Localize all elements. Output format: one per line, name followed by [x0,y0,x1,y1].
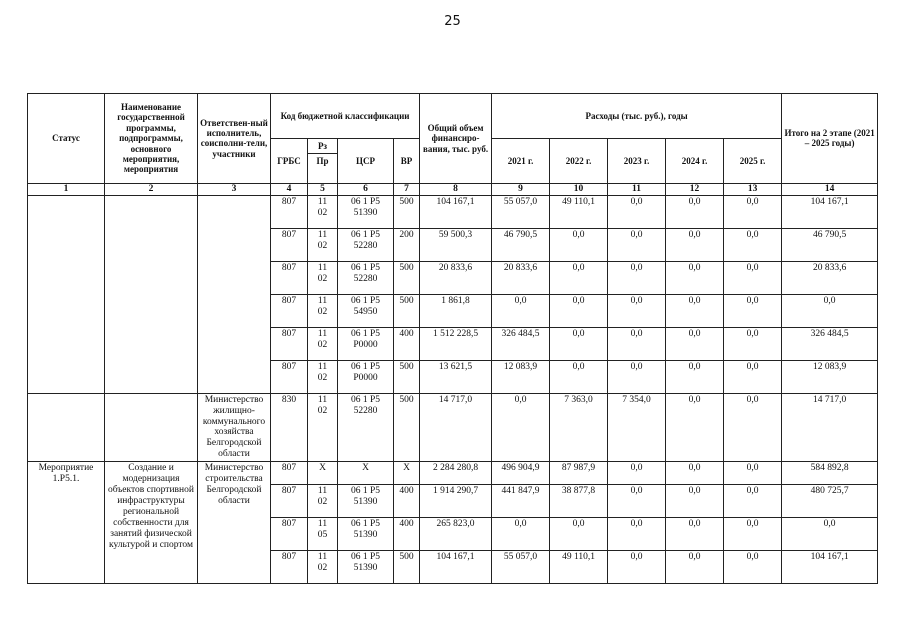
header-row-1 [28,94,878,139]
vr-cell: Х [394,462,420,485]
pr-value: 02 [317,207,328,218]
csr-value: 52280 [353,273,378,284]
y2021-cell: 441 847,9 [492,485,550,518]
vr-cell: 200 [394,228,420,261]
rz-pr-cell [308,294,338,327]
status-cell [28,195,105,393]
vr-cell: 500 [394,195,420,228]
grbs-cell: 807 [271,228,308,261]
col-num: 1 [28,183,105,195]
y2023-cell: 0,0 [608,518,666,551]
rz-value: 11 [317,196,328,207]
rz-value: 11 [317,394,328,405]
sum-cell: 326 484,5 [782,327,878,360]
pr-value: 02 [317,273,328,284]
grbs-cell: 807 [271,462,308,485]
csr-value: 06 1 Р5 [350,552,381,563]
sum-cell: 14 717,0 [782,393,878,462]
total-cell: 59 500,3 [420,228,492,261]
csr-value: 52280 [353,405,378,416]
y2022-cell: 38 877,8 [550,485,608,518]
y2023-cell: 0,0 [608,462,666,485]
csr-value: Р0000 [353,339,378,350]
rz-pr-cell [308,327,338,360]
header-expenses: Расходы (тыс. руб.), годы [492,94,782,139]
rz-pr-cell [308,360,338,393]
rz-pr-cell: Х [308,462,338,485]
y2024-cell: 0,0 [666,485,724,518]
sum-cell: 104 167,1 [782,195,878,228]
y2023-cell: 0,0 [608,195,666,228]
total-cell: 20 833,6 [420,261,492,294]
y2021-cell: 0,0 [492,393,550,462]
sum-cell: 104 167,1 [782,551,878,584]
y2023-cell: 0,0 [608,327,666,360]
csr-cell [338,327,394,360]
rz-pr-cell [308,195,338,228]
y2023-cell: 0,0 [608,485,666,518]
y2022-cell: 0,0 [550,228,608,261]
y2021-cell: 0,0 [492,294,550,327]
y2021-cell: 496 904,9 [492,462,550,485]
csr-cell [338,518,394,551]
pr-value: 05 [317,530,328,541]
sum-cell: 0,0 [782,518,878,551]
grbs-cell: 807 [271,360,308,393]
name-cell: Создание и модернизация объектов спортивной инфраструктуры региональной собственности для занятий физической культурой и спортом [105,462,198,584]
total-cell: 104 167,1 [420,551,492,584]
grbs-cell: 807 [271,518,308,551]
csr-value: 54950 [353,306,378,317]
y2021-cell: 12 083,9 [492,360,550,393]
csr-cell [338,393,394,462]
total-cell: 1 512 228,5 [420,327,492,360]
total-cell: 14 717,0 [420,393,492,462]
grbs-cell: 807 [271,195,308,228]
rz-pr-cell [308,228,338,261]
y2021-cell: 20 833,6 [492,261,550,294]
csr-cell [338,195,394,228]
y2024-cell: 0,0 [666,261,724,294]
rz-pr-cell [308,261,338,294]
vr-cell: 500 [394,294,420,327]
col-num: 3 [198,183,271,195]
y2025-cell: 0,0 [724,195,782,228]
y2023-cell: 0,0 [608,228,666,261]
rz-pr-cell [308,518,338,551]
csr-value: 52280 [353,240,378,251]
table-row [28,393,878,462]
y2024-cell: 0,0 [666,327,724,360]
grbs-cell: 807 [271,485,308,518]
y2022-cell: 49 110,1 [550,551,608,584]
y2024-cell: 0,0 [666,360,724,393]
pr-value: 02 [317,405,328,416]
col-num: 5 [308,183,338,195]
y2022-cell: 0,0 [550,518,608,551]
page-number: 25 [444,14,461,29]
csr-cell [338,360,394,393]
rz-value: 11 [317,262,328,273]
y2022-cell: 49 110,1 [550,195,608,228]
status-cell [28,393,105,462]
csr-value: 06 1 Р5 [350,328,381,339]
sum-cell: 0,0 [782,294,878,327]
y2022-cell: 0,0 [550,327,608,360]
csr-value: 06 1 Р5 [350,262,381,273]
vr-cell: 500 [394,261,420,294]
table-row [28,462,878,485]
header-2024: 2024 г. [666,139,724,184]
rz-value: 11 [317,295,328,306]
csr-value: 06 1 Р5 [350,229,381,240]
pr-value: 02 [317,563,328,574]
csr-cell: Х [338,462,394,485]
grbs-cell: 807 [271,327,308,360]
vr-cell: 400 [394,485,420,518]
csr-value: 06 1 Р5 [350,519,381,530]
y2021-cell: 326 484,5 [492,327,550,360]
y2021-cell: 55 057,0 [492,195,550,228]
total-cell: 265 823,0 [420,518,492,551]
grbs-cell: 830 [271,393,308,462]
col-num: 8 [420,183,492,195]
csr-value: 06 1 Р5 [350,295,381,306]
rz-value: 11 [317,519,328,530]
grbs-cell: 807 [271,294,308,327]
csr-cell [338,294,394,327]
csr-cell [338,485,394,518]
header-executor: Ответствен-ный исполнитель, соисполни-тели, участники [198,94,271,184]
budget-table [27,93,878,584]
header-pr: Пр [316,156,329,167]
grbs-cell: 807 [271,551,308,584]
col-num: 14 [782,183,878,195]
csr-cell [338,551,394,584]
csr-cell [338,261,394,294]
y2024-cell: 0,0 [666,195,724,228]
col-num: 10 [550,183,608,195]
y2025-cell: 0,0 [724,518,782,551]
col-num: 4 [271,183,308,195]
y2022-cell: 0,0 [550,294,608,327]
y2021-cell: 55 057,0 [492,551,550,584]
y2025-cell: 0,0 [724,261,782,294]
col-num: 12 [666,183,724,195]
vr-cell: 400 [394,327,420,360]
name-cell [105,195,198,393]
col-num: 2 [105,183,198,195]
y2023-cell: 0,0 [608,360,666,393]
rz-value: 11 [317,361,328,372]
pr-value: 02 [317,306,328,317]
col-num: 11 [608,183,666,195]
y2025-cell: 0,0 [724,393,782,462]
csr-value: 06 1 Р5 [350,196,381,207]
header-rz-pr [308,139,338,184]
csr-value: Р0000 [353,372,378,383]
rz-pr-cell [308,551,338,584]
y2025-cell: 0,0 [724,462,782,485]
header-total-volume: Общий объем финансиро-вания, тыс. руб. [420,94,492,184]
col-num: 6 [338,183,394,195]
rz-pr-cell [308,393,338,462]
name-cell [105,393,198,462]
y2021-cell: 0,0 [492,518,550,551]
vr-cell: 500 [394,360,420,393]
y2024-cell: 0,0 [666,551,724,584]
y2023-cell: 0,0 [608,294,666,327]
total-cell: 13 621,5 [420,360,492,393]
y2022-cell: 0,0 [550,261,608,294]
executor-cell [198,195,271,393]
y2025-cell: 0,0 [724,228,782,261]
rz-value: 11 [317,229,328,240]
y2025-cell: 0,0 [724,360,782,393]
csr-value: 06 1 Р5 [350,486,381,497]
y2023-cell: 0,0 [608,551,666,584]
y2022-cell: 0,0 [550,360,608,393]
col-num: 13 [724,183,782,195]
y2025-cell: 0,0 [724,485,782,518]
y2025-cell: 0,0 [724,551,782,584]
header-csr: ЦСР [338,139,394,184]
header-grbs: ГРБС [271,139,308,184]
rz-value: 11 [317,552,328,563]
header-2022: 2022 г. [550,139,608,184]
y2024-cell: 0,0 [666,518,724,551]
y2022-cell: 87 987,9 [550,462,608,485]
header-name: Наименование государственной программы, подпрограммы, основного мероприятия, мероприятия [105,94,198,184]
y2022-cell: 7 363,0 [550,393,608,462]
csr-value: 51390 [353,563,378,574]
executor-cell: Министерство строительства Белгородской области [198,462,271,584]
total-cell: 1 914 290,7 [420,485,492,518]
rz-pr-cell [308,485,338,518]
header-2021: 2021 г. [492,139,550,184]
csr-value: 51390 [353,530,378,541]
sum-cell: 46 790,5 [782,228,878,261]
header-budget-code: Код бюджетной классификации [271,94,420,139]
total-cell: 2 284 280,8 [420,462,492,485]
sum-cell: 584 892,8 [782,462,878,485]
column-numbers-row [28,183,878,195]
grbs-cell: 807 [271,261,308,294]
header-status: Статус [28,94,105,184]
total-cell: 104 167,1 [420,195,492,228]
vr-cell: 400 [394,518,420,551]
status-cell: Мероприятие 1.Р5.1. [28,462,105,584]
header-rz: Рз [308,139,337,154]
y2024-cell: 0,0 [666,393,724,462]
csr-value: 06 1 Р5 [350,394,381,405]
sum-cell: 20 833,6 [782,261,878,294]
col-num: 9 [492,183,550,195]
y2024-cell: 0,0 [666,294,724,327]
header-vr: ВР [394,139,420,184]
sum-cell: 480 725,7 [782,485,878,518]
executor-cell: Министерство жилищно-коммунального хозяйства Белгородской области [198,393,271,462]
sum-cell: 12 083,9 [782,360,878,393]
pr-value: 02 [317,339,328,350]
header-2023: 2023 г. [608,139,666,184]
y2024-cell: 0,0 [666,462,724,485]
header-stage-total: Итого на 2 этапе (2021 – 2025 годы) [782,94,878,184]
rz-value: 11 [317,486,328,497]
csr-value: 51390 [353,497,378,508]
y2023-cell: 7 354,0 [608,393,666,462]
pr-value: 02 [317,497,328,508]
vr-cell: 500 [394,393,420,462]
y2023-cell: 0,0 [608,261,666,294]
y2025-cell: 0,0 [724,294,782,327]
rz-value: 11 [317,328,328,339]
col-num: 7 [394,183,420,195]
total-cell: 1 861,8 [420,294,492,327]
y2024-cell: 0,0 [666,228,724,261]
y2025-cell: 0,0 [724,327,782,360]
vr-cell: 500 [394,551,420,584]
csr-value: 06 1 Р5 [350,361,381,372]
table-row [28,195,878,228]
pr-value: 02 [317,240,328,251]
pr-value: 02 [317,372,328,383]
y2021-cell: 46 790,5 [492,228,550,261]
header-2025: 2025 г. [724,139,782,184]
csr-cell [338,228,394,261]
csr-value: 51390 [353,207,378,218]
